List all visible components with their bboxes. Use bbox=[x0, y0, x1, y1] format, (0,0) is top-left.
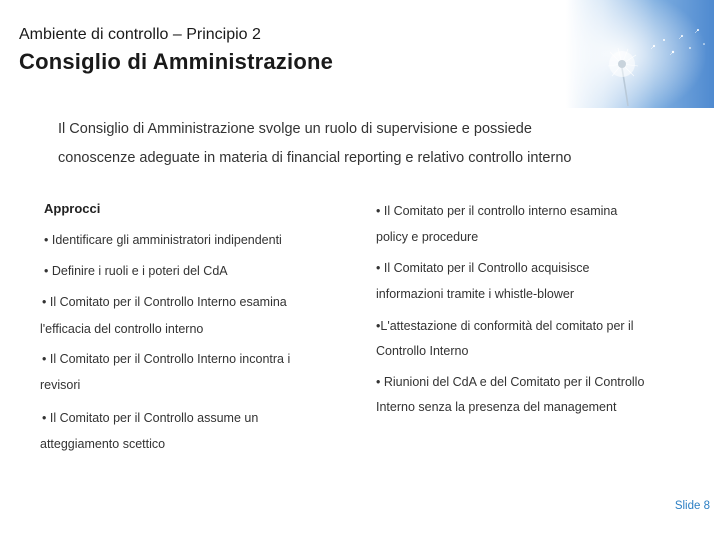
dandelion-image bbox=[566, 0, 714, 108]
intro-line-2: conoscenze adeguate in materia di financial reporting e relativo controllo interno bbox=[58, 150, 572, 166]
right-line: • Il Comitato per il controllo interno esamina bbox=[376, 204, 618, 218]
right-line: • Riunioni del CdA e del Comitato per il Controllo bbox=[376, 375, 645, 389]
intro-line-1: Il Consiglio di Amministrazione svolge un ruolo di supervisione e possiede bbox=[58, 121, 532, 137]
slide-subtitle: Ambiente di controllo – Principio 2 bbox=[19, 26, 261, 43]
left-line: atteggiamento scettico bbox=[40, 437, 166, 451]
slide-number: Slide 8 bbox=[674, 500, 710, 512]
approaches-heading: Approcci bbox=[44, 201, 101, 216]
left-line: • Il Comitato per il Controllo Interno esamina bbox=[42, 295, 287, 309]
left-line: • Il Comitato per il Controllo Interno incontra i bbox=[42, 352, 291, 366]
right-line: Interno senza la presenza del management bbox=[376, 400, 617, 414]
slide-title: Consiglio di Amministrazione bbox=[19, 49, 334, 74]
right-line: informazioni tramite i whistle-blower bbox=[376, 287, 574, 301]
right-line: Controllo Interno bbox=[376, 344, 469, 358]
left-line: • Definire i ruoli e i poteri del CdA bbox=[44, 264, 228, 278]
left-line: revisori bbox=[40, 378, 81, 392]
left-line: • Il Comitato per il Controllo assume un bbox=[42, 411, 259, 425]
right-line: policy e procedure bbox=[376, 230, 479, 244]
right-line: •L'attestazione di conformità del comitato per il bbox=[376, 319, 634, 333]
right-line: • Il Comitato per il Controllo acquisisce bbox=[376, 261, 590, 275]
left-line: l'efficacia del controllo interno bbox=[40, 322, 204, 336]
left-line: • Identificare gli amministratori indipendenti bbox=[44, 233, 282, 247]
